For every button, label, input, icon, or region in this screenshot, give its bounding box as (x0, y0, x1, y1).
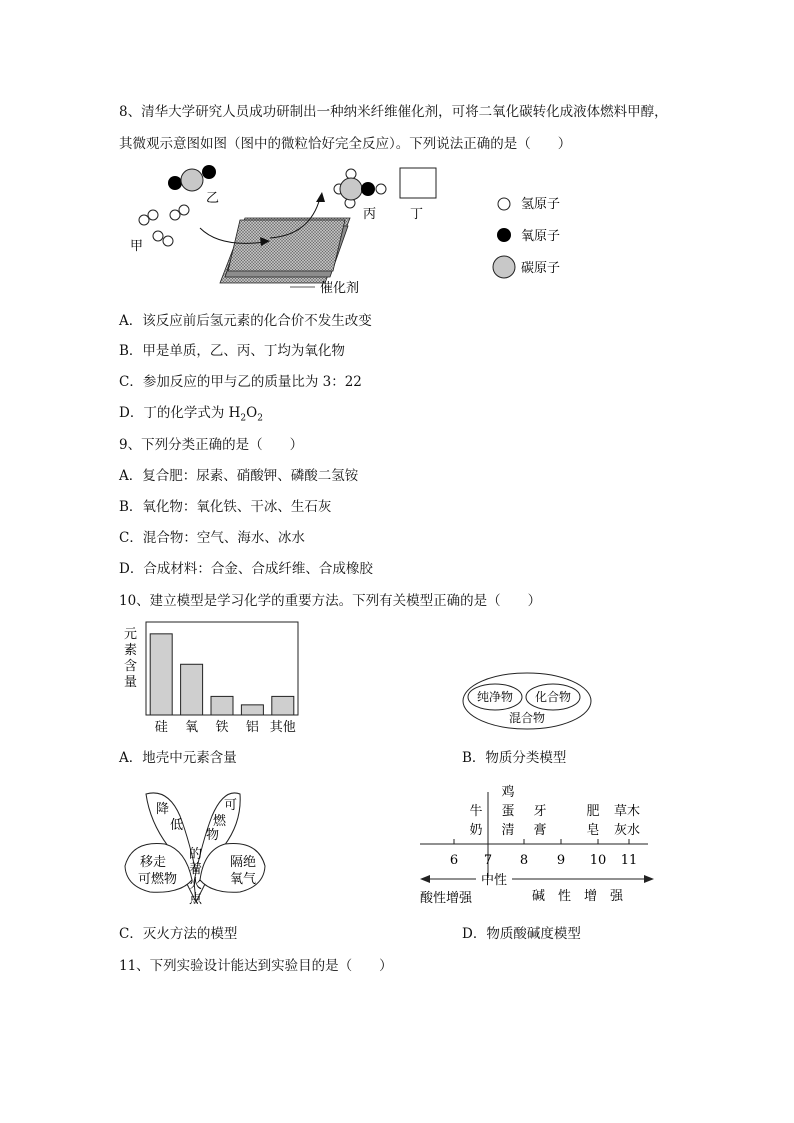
catalyst-label: 催化剂 (320, 281, 360, 296)
q9-option-c: C．混合物：空气、海水、冰水 (119, 530, 305, 546)
ph-tick-label: 6 (449, 853, 459, 868)
label-mixture: 混合物 (508, 711, 546, 725)
ylabel-char: 量 (124, 675, 138, 690)
model-b-figure (458, 666, 598, 732)
c-char: 物 (206, 828, 220, 843)
oxygen-atom (202, 165, 216, 179)
tick-label: 铁 (215, 720, 229, 735)
catalyst-plate-front (228, 220, 345, 271)
ph-substance-label: 牙 (533, 804, 547, 819)
c-char: 低 (170, 818, 184, 833)
oxygen-atom (168, 176, 182, 190)
q9-option-d: D．合成材料：合金、合成纤维、合成橡胶 (119, 561, 373, 577)
ph-tick-label: 9 (556, 853, 566, 868)
oxygen-atom (361, 182, 375, 196)
c-char: 火 (189, 877, 203, 892)
c-char: 燃 (213, 814, 227, 829)
legend-oxygen-icon (497, 228, 511, 242)
label-ding: 丁 (410, 207, 424, 222)
caption-a: A．地壳中元素含量 (119, 750, 237, 766)
caption-b: B．物质分类模型 (462, 750, 567, 766)
c-char: 可 (224, 798, 238, 813)
ph-tick-label: 10 (589, 853, 607, 868)
c-text-right2: 氧气 (230, 872, 257, 887)
hydrogen-atom (170, 210, 180, 220)
acid-label: 酸性增强 (420, 891, 473, 906)
ph-substance-label: 草木 (613, 804, 641, 819)
c-text-right1: 隔绝 (230, 855, 257, 870)
ph-substance-label: 清 (501, 823, 515, 838)
ylabel-char: 素 (124, 643, 138, 658)
ylabel-char: 含 (124, 659, 138, 674)
label-bing: 丙 (363, 207, 377, 222)
bar-铝 (241, 705, 263, 715)
legend-hydrogen-icon (498, 198, 510, 210)
bar-硅 (150, 634, 172, 715)
ph-substance-label: 蛋 (501, 804, 515, 819)
bar-其他 (272, 696, 294, 715)
base-label: 碱 性 增 强 (532, 889, 624, 904)
ph-tick-label: 11 (620, 853, 638, 868)
bar-氧 (181, 664, 203, 715)
ph-tick-label: 8 (519, 853, 529, 868)
hydrogen-atom (163, 236, 173, 246)
q9-option-b: B．氧化物：氧化铁、干冰、生石灰 (119, 499, 332, 515)
tick-label: 氧 (185, 720, 199, 735)
carbon-atom (181, 169, 203, 191)
q10-bar-chart (120, 616, 310, 740)
legend-carbon: 碳原子 (521, 261, 561, 276)
ding-box (400, 168, 436, 198)
neutral-label: 中性 (480, 873, 508, 888)
legend-hydrogen: 氢原子 (521, 197, 561, 212)
carbon-atom (340, 178, 362, 200)
label-compound: 化合物 (534, 690, 572, 704)
hydrogen-atom (153, 231, 163, 241)
ph-substance-label: 牛 (469, 804, 483, 819)
q9-option-a: A．复合肥：尿素、硝酸钾、磷酸二氢铵 (119, 468, 359, 484)
q8-option-d: D．丁的化学式为 $H_2O_2$ (119, 405, 263, 424)
hydrogen-atom (376, 184, 386, 194)
ph-substance-label: 灰水 (613, 823, 641, 838)
ph-substance-label: 肥 (586, 804, 600, 819)
ph-tick-label: 7 (483, 853, 493, 868)
bar-铁 (211, 696, 233, 715)
tick-label: 铝 (245, 720, 259, 735)
q8-stem-line1: 8、清华大学研究人员成功研制出一种纳米纤维催化剂，可将二氧化碳转化成液体燃料甲醇， (119, 104, 668, 120)
q8-option-c: C．参加反应的甲与乙的质量比为 3：22 (119, 374, 362, 390)
tick-label: 其他 (269, 720, 296, 735)
hydrogen-atom (179, 205, 189, 215)
q11-stem: 11、下列实验设计能达到实验目的是（ ） (119, 958, 393, 974)
ph-substance-label: 皂 (586, 823, 600, 838)
hydrogen-atom (148, 210, 158, 220)
caption-c: C．灭火方法的模型 (119, 926, 238, 942)
model-c-figure (120, 782, 270, 914)
c-text-left2: 可燃物 (138, 872, 178, 887)
c-char: 着 (189, 862, 203, 877)
q9-stem: 9、下列分类正确的是（ ） (119, 437, 304, 453)
label-jia: 甲 (130, 239, 144, 254)
tick-label: 硅 (154, 720, 168, 735)
c-text-left1: 移走 (140, 855, 167, 870)
c-char: 点 (189, 892, 203, 907)
legend-oxygen: 氧原子 (521, 229, 561, 244)
q8-reaction-figure (120, 160, 600, 300)
ph-substance-label: 鸡 (501, 785, 515, 800)
ph-substance-label: 奶 (469, 823, 483, 838)
caption-d: D．物质酸碱度模型 (462, 926, 581, 942)
label-yi: 乙 (206, 191, 220, 206)
q8-option-a: A．该反应前后氢元素的化合价不发生改变 (119, 313, 372, 329)
q10-stem: 10、建立模型是学习化学的重要方法。下列有关模型正确的是（ ） (119, 593, 542, 609)
model-d-figure (416, 782, 656, 912)
label-pure: 纯净物 (476, 690, 514, 704)
ylabel-char: 元 (124, 627, 138, 642)
ph-substance-label: 膏 (533, 823, 547, 838)
legend-carbon-icon (493, 256, 515, 278)
q8-option-b: B．甲是单质，乙、丙、丁均为氧化物 (119, 343, 345, 359)
c-char: 降 (156, 802, 170, 817)
q8-stem-line2: 其微观示意图如图（图中的微粒恰好完全反应）。下列说法正确的是（ ） (119, 136, 572, 152)
c-char: 的 (189, 847, 203, 862)
hydrogen-atom (139, 215, 149, 225)
